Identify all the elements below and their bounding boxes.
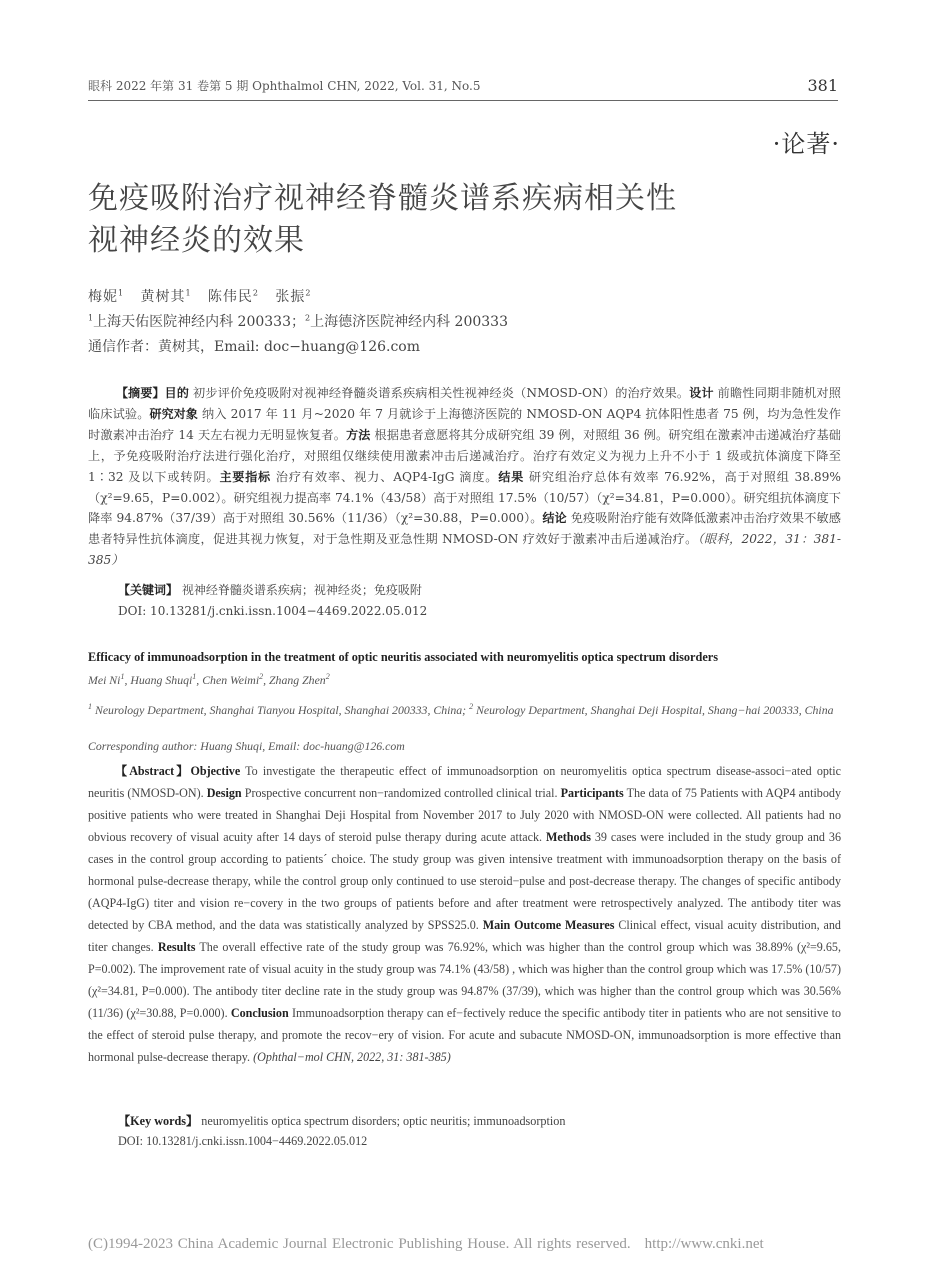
header-rule [88, 100, 838, 101]
en-author-sup: 2 [259, 672, 264, 681]
footer [88, 1236, 764, 1253]
en-label-methods: Methods [545, 830, 591, 844]
cn-author: 黄树其 [140, 289, 186, 305]
cn-keywords [118, 581, 422, 598]
cn-label-participants: 研究对象 [149, 406, 199, 421]
en-keywords [118, 1112, 566, 1129]
cn-author: 陈伟民 [207, 289, 253, 305]
section-label: ·论著· [772, 130, 840, 158]
en-label-design: Design [206, 786, 242, 800]
cn-objective: 初步评价免疫吸附对视神经脊髓炎谱系疾病相关性视神经炎（NMOSD-ON）的治疗效果。 [188, 386, 690, 400]
running-header: 眼科 2022 年第 31 卷第 5 期 Ophthalmol CHN, 2022, Vol. 31, No.5 [88, 79, 481, 93]
cn-conclusion: 免疫吸附治疗能有效降低激素冲击治疗效果不敏感患者特异性抗体滴度，促进其视力恢复，对于急性期及亚急性期 NMOSD-ON 疗效好于激素冲击后递减治疗。 [88, 511, 841, 547]
en-abstract [88, 760, 841, 1068]
en-keywords-text: neuromyelitis optica spectrum disorders; optic neuritis; immunoadsorption [198, 1114, 566, 1128]
cn-label-design: 设计 [689, 386, 714, 400]
en-keywords-label: 【Key words】 [118, 1114, 199, 1128]
en-author-sup: 1 [192, 672, 197, 681]
cn-corresponding-author: 通信作者：黄树其，Email: doc−huang@126.com [88, 339, 421, 355]
en-participants: The data of 75 Patients with AQP4 antibody positive patients who were treated in Shanghai Deji Hospital from November 2017 to July 2020 with NMOSD-ON were collected. All patients had no obvious recovery of visual acuity after 14 days of steroid pulse therapy during acute attack. [88, 786, 841, 844]
en-label-participants: Participants [560, 786, 624, 800]
en-title: Efficacy of immunoadsorption in the treatment of optic neuritis associated with neuromyelitis optica spectrum disorders [88, 650, 719, 664]
en-conclusion: Immunoadsorption therapy can ef−fectively reduce the specific antibody titer in patients who are not sensitive to the effect of steroid pulse therapy, and promote the recov−ery of vision. For acute and subacute NMOSD-ON, immunoadsorption is more effective than hormonal pulse-decrease therapy. [88, 1006, 841, 1064]
cn-author-sup: 1 [185, 288, 192, 298]
cn-affil-sup: 2 [305, 313, 311, 323]
cn-keywords-label: 【关键词】 [118, 583, 179, 597]
cn-citation: （眼科，2022，31：381-385） [88, 532, 841, 568]
cn-keywords-text: 视神经脊髓炎谱系疾病；视神经炎；免疫吸附 [178, 583, 422, 597]
en-affil-1: Neurology Department, Shanghai Tianyou Hospital, Shanghai 200333, China; [92, 702, 470, 717]
en-design: Prospective concurrent non−randomized controlled clinical trial. [241, 786, 561, 800]
en-results: The overall effective rate of the study group was 76.92%, which was higher than the control group which was 38.89% (χ²=9.65, P=0.002). The improvement rate of visual acuity in the study group was 74.1% (43/58) , which was higher than the control group which was 17.5% (10/57) (χ²=34.81, P=0.000). The antibody titer decline rate in the study group was 94.87% (37/39), which was higher than the control group which was 30.56% (11/36) (χ²=30.88, P=0.000). [88, 940, 841, 1020]
en-measures: Clinical effect, visual acuity distribution, and titer changes. [88, 918, 841, 954]
en-author: Mei Ni [88, 672, 121, 687]
en-author-sup: 1 [120, 672, 125, 681]
en-author: Huang Shuqi [130, 672, 193, 687]
cn-authors [88, 286, 311, 306]
cn-results: 研究组治疗总体有效率 76.92%，高于对照组 38.89%（χ²=9.65，P=0.002）。研究组视力提高率 74.1%（43/58）高于对照组 17.5%（10/57）（χ²=34.81，P=0.000）。研究组抗体滴度下降率 94.87%（37/39）高于对照组 30.56%（11/36）（χ²=30.88，P=0.000）。 [88, 469, 841, 526]
cn-affil-2: 上海德济医院神经内科 200333 [310, 314, 508, 330]
cn-affil-sup: 1 [88, 313, 94, 323]
footer-copyright: (C)1994-2023 China Academic Journal Electronic Publishing House. All rights reserved. [88, 1236, 631, 1252]
en-author-sup: 2 [325, 672, 330, 681]
cn-label-results: 结果 [498, 469, 525, 484]
page-number: 381 [807, 76, 838, 95]
en-label-measures: Main Outcome Measures [482, 918, 615, 932]
cn-author-sup: 2 [252, 288, 259, 298]
cn-design: 前瞻性同期非随机对照临床试验。 [88, 386, 841, 421]
cn-label-measures: 主要指标 [219, 469, 272, 484]
cn-abstract-lead: 【摘要】 [116, 386, 165, 400]
cn-author: 张振 [275, 289, 306, 305]
en-corresponding-author: Corresponding author: Huang Shuqi, Email: doc-huang@126.com [88, 739, 405, 753]
en-affil-sup: 2 [469, 702, 474, 711]
en-citation: (Ophthal−mol CHN, 2022, 31: 381-385) [253, 1050, 451, 1064]
cn-title [88, 178, 788, 262]
cn-title-line-2: 视神经炎的效果 [88, 223, 305, 258]
en-label-objective: Objective [190, 764, 241, 778]
cn-title-line-1: 免疫吸附治疗视神经脊髓炎谱系疾病相关性 [88, 181, 677, 216]
en-label-conclusion: Conclusion [230, 1006, 289, 1020]
cn-label-conclusion: 结论 [542, 511, 567, 526]
en-objective: To investigate the therapeutic effect of immunoadsorption on neuromyelitis optica spectrum disease-associ−ated optic neuritis (NMOSD-ON). [88, 764, 841, 800]
cn-measures: 治疗有效率、视力、AQP4-IgG 滴度。 [271, 469, 499, 484]
en-methods: 39 cases were included in the study group and 36 cases in the control group according to patients´ choice. The study group was given intensive treatment with immunoadsorption therapy on the basis of hormonal pulse-decrease therapy, while the control group only continued to use steroid−pulse and post-decrease therapy. The changes of specific antibody (AQP4-IgG) titer and vision re−covery in the two groups of patients before and after treatment were retrospectively analyzed. The antibody titer was detected by CBA method, and the data was statistically analyzed by SPSS25.0. [88, 830, 841, 932]
cn-author-sup: 2 [305, 288, 312, 298]
en-doi[interactable]: DOI: 10.13281/j.cnki.issn.1004−4469.2022.05.012 [118, 1134, 368, 1148]
cn-participants: 纳入 2017 年 11 月~2020 年 7 月就诊于上海德济医院的 NMOSD-ON AQP4 抗体阳性患者 75 例，均为急性发作时激素冲击治疗 14 天左右视力无明显恢复者。 [88, 406, 841, 442]
en-authors: Mei Ni$^1$, Huang Shuqi$^1$, Chen Weimi$^2$, Zhang Zhen$^2$ [88, 672, 330, 687]
en-affil-2: Neurology Department, Shanghai Deji Hospital, Shang−hai 200333, China [473, 702, 834, 717]
en-author: Chen Weimi [202, 672, 260, 687]
cn-abstract [88, 383, 841, 571]
en-abstract-lead: 【Abstract】 [115, 764, 191, 778]
en-label-results: Results [157, 940, 196, 954]
cn-author: 梅妮 [88, 289, 118, 305]
footer-url[interactable]: http://www.cnki.net [644, 1236, 764, 1252]
cn-label-methods: 方法 [346, 427, 371, 442]
en-author: Zhang Zhen [269, 672, 326, 687]
en-affil-sup: 1 [88, 702, 92, 711]
cn-methods: 根据患者意愿将其分成研究组 39 例，对照组 36 例。研究组在激素冲击递减治疗基础上，予免疫吸附治疗法进行强化治疗，对照组仅继续使用激素冲击后递减治疗。治疗有效定义为视力上升不小于 1 级或抗体滴度下降至 1∶32 及以下或转阴。 [88, 427, 841, 484]
cn-affil-1: 上海天佑医院神经内科 200333； [93, 314, 305, 330]
cn-label-objective: 目的 [164, 386, 189, 400]
en-affiliations [88, 696, 841, 721]
cn-doi[interactable]: DOI: 10.13281/j.cnki.issn.1004−4469.2022.05.012 [118, 604, 428, 618]
cn-author-sup: 1 [118, 288, 125, 298]
cn-affiliations [88, 311, 508, 331]
